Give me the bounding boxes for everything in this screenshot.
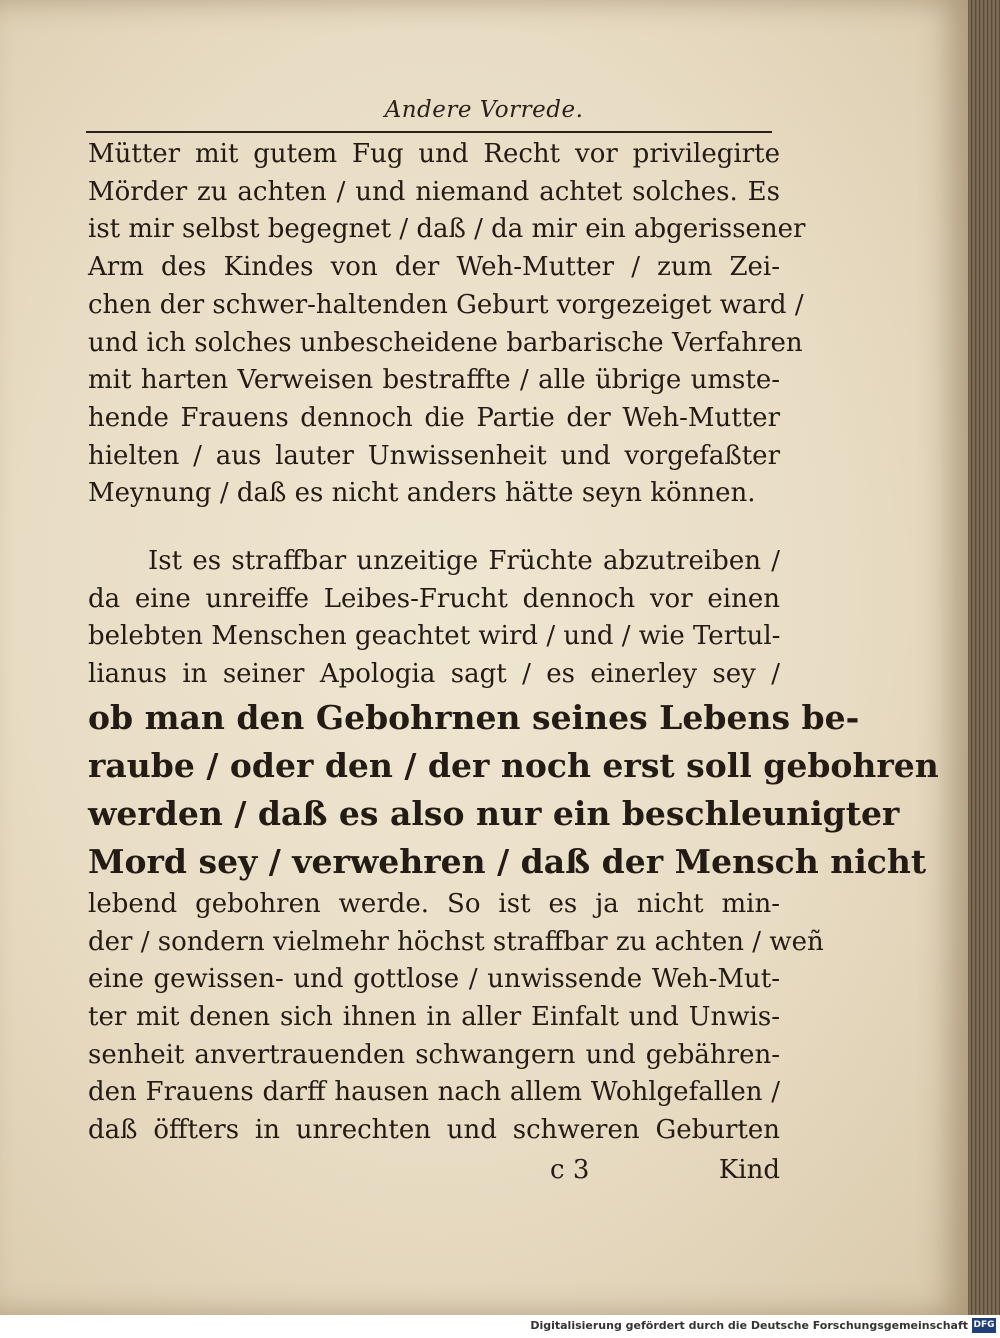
text-line: lianus in seiner Apologia sagt / es einerley sey / [88,659,780,690]
text-line: eine gewissen- und gottlose / unwissende Weh-Mut- [88,964,780,995]
funding-credit: Digitalisierung gefördert durch die Deutsche Forschungsgemeinschaft [530,1319,968,1332]
text-line: chen der schwer-haltenden Geburt vorgezeiget ward / [88,289,804,320]
signature-mark: c 3 [550,1155,590,1185]
text-line: lebend gebohren werde. So ist es ja nicht min- [88,888,780,919]
dfg-logo-icon: DFG [972,1318,996,1333]
running-head: Andere Vorrede. [384,97,584,123]
text-line: ter mit denen sich ihnen in aller Einfalt und Unwis- [88,1001,780,1032]
text-line: Mütter mit gutem Fug und Recht vor privilegirte [88,139,780,169]
text-line: Arm des Kindes von der Weh-Mutter / zum Zei- [88,252,780,283]
text-line: Meynung / daß es nicht anders hätte seyn können. [88,478,756,509]
text-line: senheit anvertrauenden schwangern und gebähren- [88,1039,780,1070]
quote-line: ob man den Gebohrnen seines Lebens be- [88,697,860,737]
text-line: ist mir selbst begegnet / daß / da mir ein abgerissener [88,214,806,245]
quote-line: raube / oder den / der noch erst soll gebohren [88,745,939,785]
emphasized-quote [88,694,939,886]
catchword: Kind [718,1155,780,1185]
text-line: hende Frauens dennoch die Partie der Weh-Mutter [88,402,780,433]
quote-line: Mord sey / verwehren / daß der Mensch nicht [88,841,927,881]
page-foot [88,1155,780,1195]
text-line: Ist es straffbar unzeitige Früchte abzutreiben / [148,546,780,577]
paragraph-1 [88,136,806,513]
text-line: der / sondern vielmehr höchst straffbar zu achten / weñ [88,926,824,957]
header-rule [86,131,772,133]
text-line: und ich solches unbescheidene barbarische Verfahren [88,327,803,358]
text-line: hielten / aus lauter Unwissenheit und vorgefaßter [88,440,780,471]
quote-line: werden / daß es also nur ein beschleunigter [88,793,900,833]
page-edge [968,0,1000,1315]
text-line: Mörder zu achten / und niemand achtet solches. Es [88,176,780,207]
text-line: mit harten Verweisen bestraffte / alle übrige umste- [88,365,780,396]
text-line: daß öffters in unrechten und schweren Geburten [88,1115,780,1146]
paragraph-2 [88,543,939,1150]
footer-bar [0,1315,1000,1338]
text-line: belebten Menschen geachtet wird / und / wie Tertul- [88,621,781,652]
body-text [88,136,939,1150]
text-line: den Frauens darff hausen nach allem Wohlgefallen / [88,1077,780,1108]
text-line: da eine unreiffe Leibes-Frucht dennoch vor einen [88,583,780,614]
